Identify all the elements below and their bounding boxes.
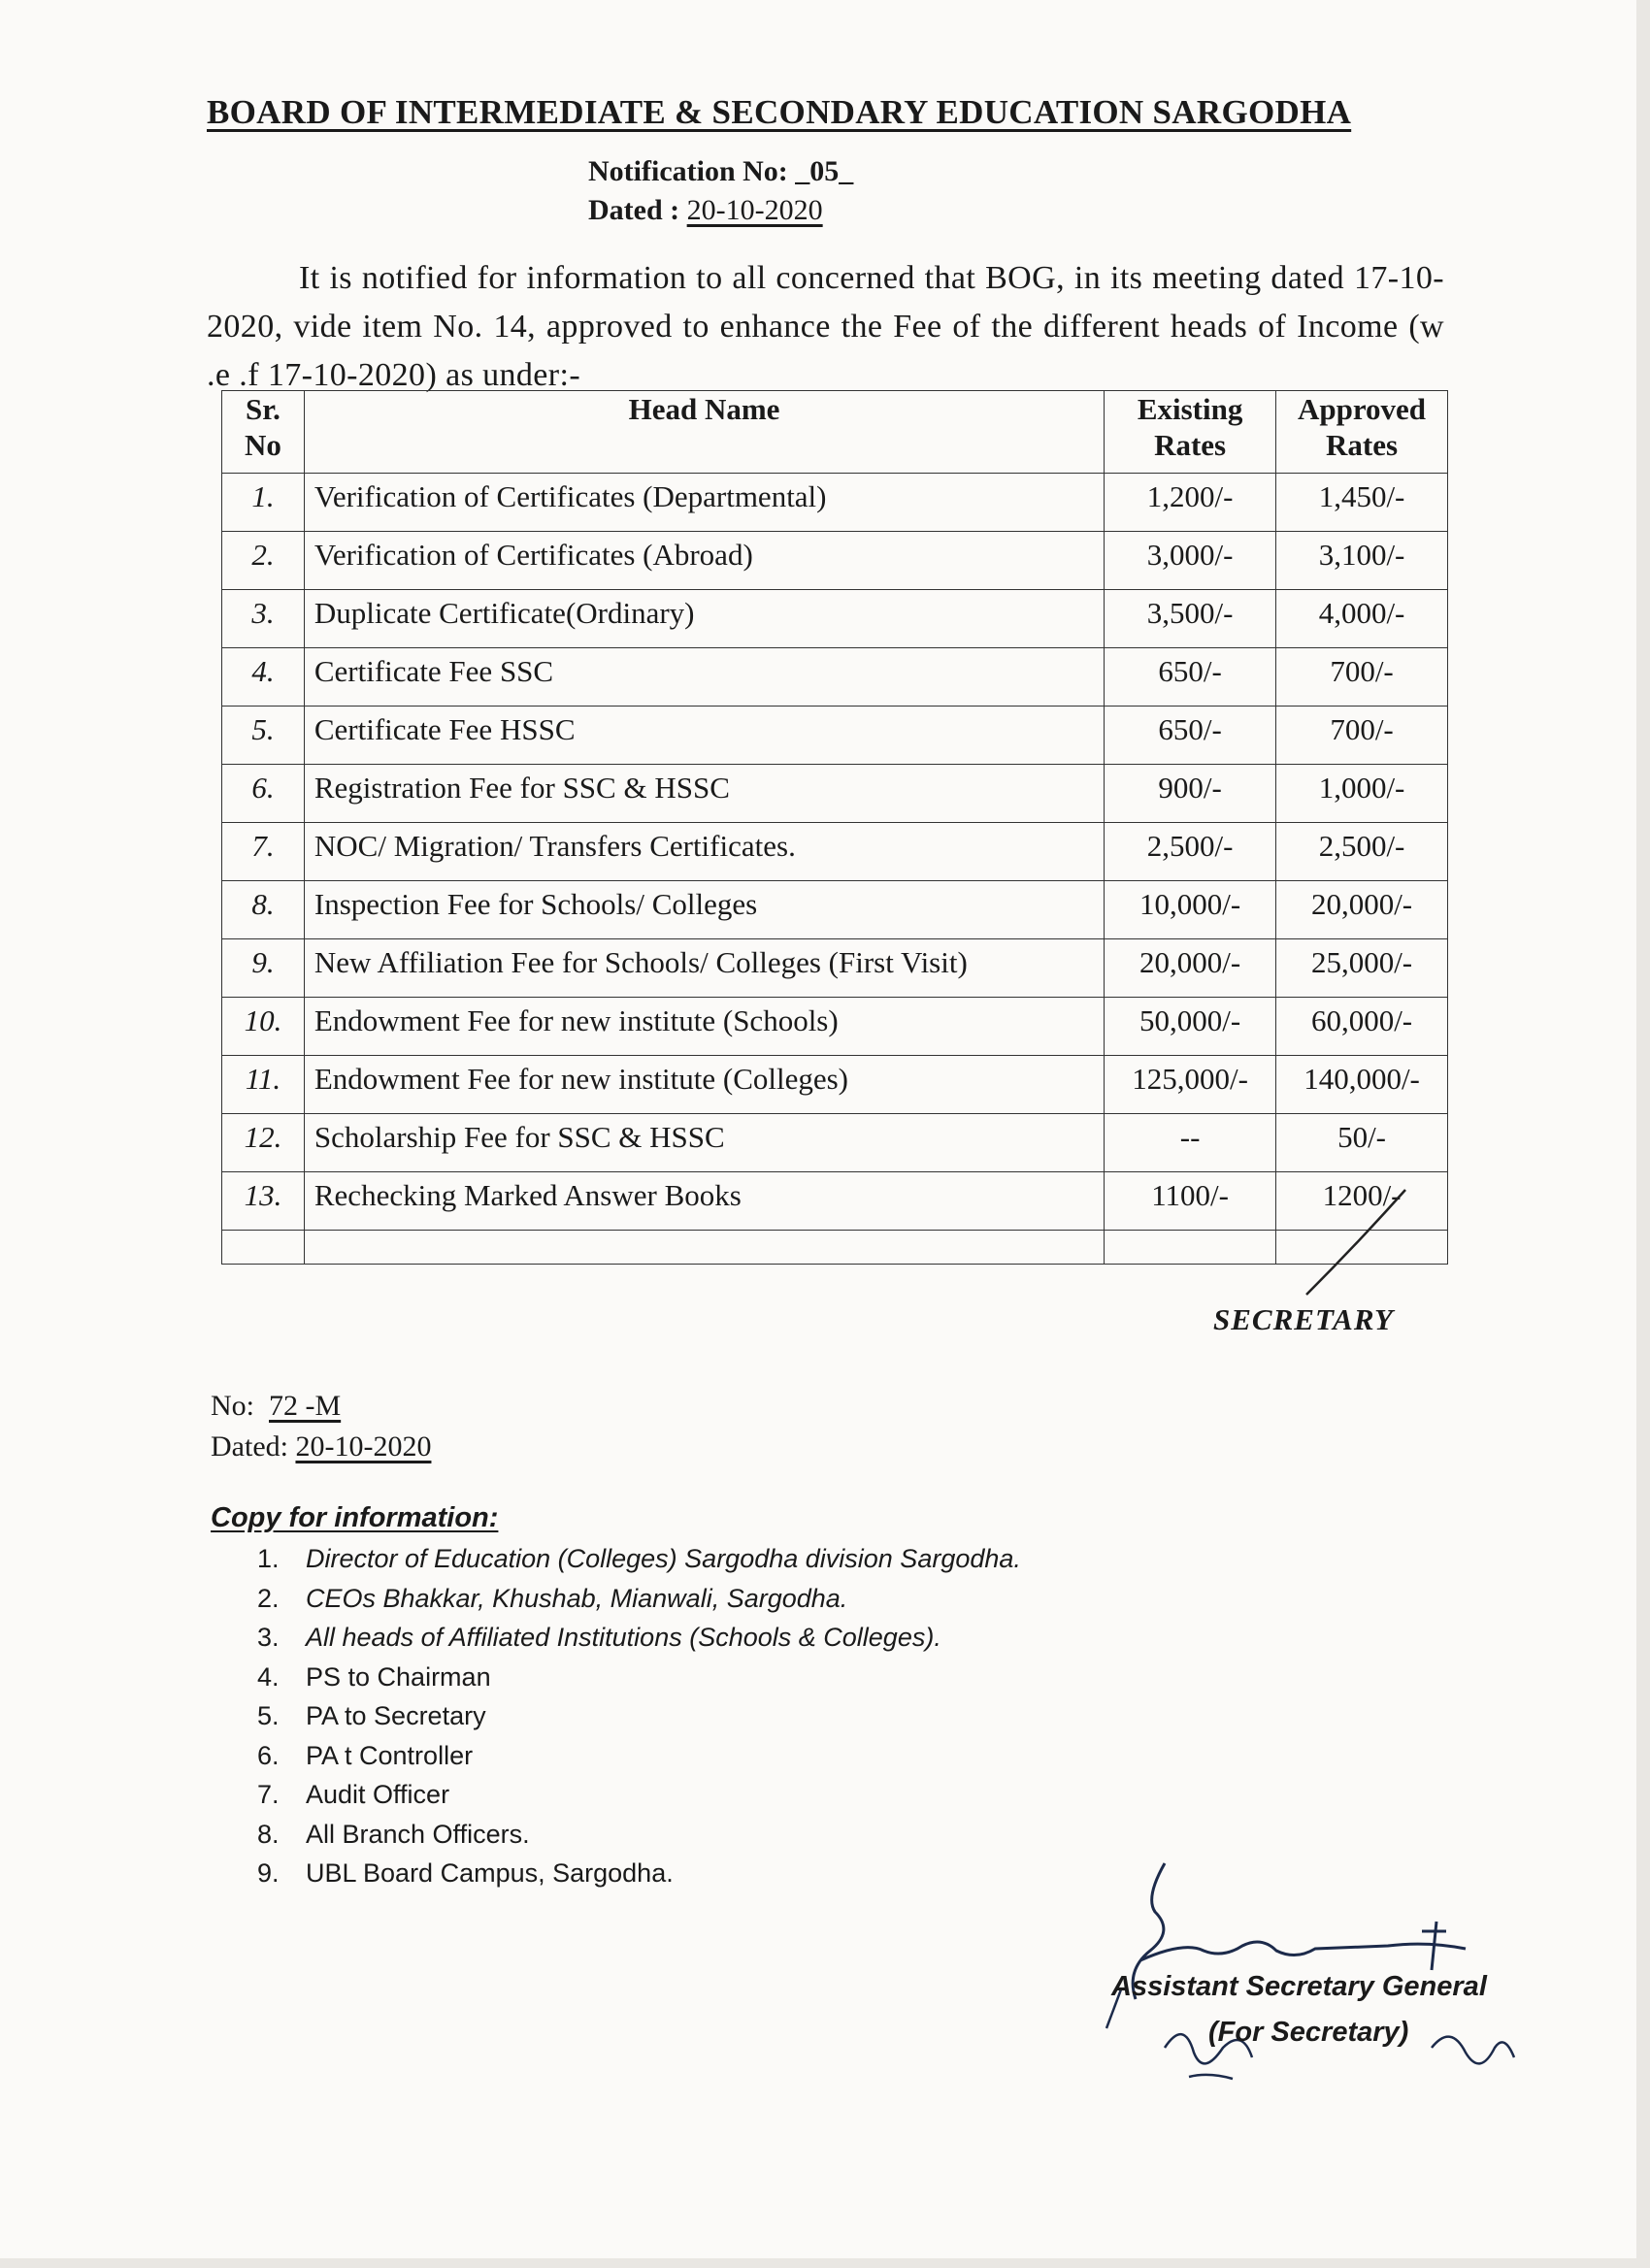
table-row bbox=[222, 532, 1448, 590]
table-row bbox=[222, 765, 1448, 823]
table-row bbox=[222, 1056, 1448, 1114]
cell-approved: 20,000/- bbox=[1276, 881, 1448, 939]
header-sr-no: Sr. No bbox=[222, 391, 305, 474]
cell-head-name: New Affiliation Fee for Schools/ Colleges (First Visit) bbox=[304, 939, 1104, 998]
cell-existing: 50,000/- bbox=[1105, 998, 1276, 1056]
table-row bbox=[222, 707, 1448, 765]
list-item-number: 6. bbox=[257, 1740, 280, 1770]
cell-sr: 1. bbox=[222, 474, 305, 532]
list-item-text: UBL Board Campus, Sargodha. bbox=[306, 1858, 674, 1888]
cell-existing: 1,200/- bbox=[1105, 474, 1276, 532]
list-item-number: 8. bbox=[257, 1819, 280, 1849]
cell-head-name: Verification of Certificates (Abroad) bbox=[304, 532, 1104, 590]
cell-approved: 50/- bbox=[1276, 1114, 1448, 1172]
scan-edge-bottom bbox=[0, 2258, 1650, 2268]
table-row bbox=[222, 939, 1448, 998]
cell-sr: 13. bbox=[222, 1172, 305, 1231]
cell-approved: 1,000/- bbox=[1276, 765, 1448, 823]
list-item-text: All Branch Officers. bbox=[306, 1819, 530, 1849]
list-item-text: Audit Officer bbox=[306, 1780, 450, 1809]
cell-approved: 140,000/- bbox=[1276, 1056, 1448, 1114]
list-item-text: PA to Secretary bbox=[306, 1701, 486, 1730]
fee-table-header bbox=[222, 391, 1448, 474]
board-title: BOARD OF INTERMEDIATE & SECONDARY EDUCATION SARGODHA bbox=[207, 93, 1352, 131]
header-existing-rates: Existing Rates bbox=[1105, 391, 1276, 474]
cell-sr: 8. bbox=[222, 881, 305, 939]
cell-sr: 2. bbox=[222, 532, 305, 590]
spacer-cell bbox=[304, 1231, 1104, 1265]
list-item-text: PA t Controller bbox=[306, 1740, 474, 1770]
cell-approved: 25,000/- bbox=[1276, 939, 1448, 998]
cell-approved: 3,100/- bbox=[1276, 532, 1448, 590]
table-row bbox=[222, 881, 1448, 939]
notification-number bbox=[588, 155, 853, 188]
list-item-number: 7. bbox=[257, 1780, 280, 1809]
cell-existing: 2,500/- bbox=[1105, 823, 1276, 881]
table-row bbox=[222, 590, 1448, 648]
table-row bbox=[222, 823, 1448, 881]
intro-paragraph: It is notified for information to all concerned that BOG, in its meeting dated 17-10-2020, vide item No. 14, approved to enhance the Fee of the different heads of Income (w .e .f 17-10-2020) as under:- bbox=[207, 260, 1444, 393]
list-item-number: 5. bbox=[257, 1701, 280, 1730]
table-row bbox=[222, 648, 1448, 707]
cell-sr: 4. bbox=[222, 648, 305, 707]
list-item-text: Director of Education (Colleges) Sargodha division Sargodha. bbox=[306, 1544, 1021, 1573]
list-item-number: 3. bbox=[257, 1623, 280, 1652]
table-row bbox=[222, 998, 1448, 1056]
table-row bbox=[222, 474, 1448, 532]
cell-sr: 3. bbox=[222, 590, 305, 648]
list-item bbox=[257, 1539, 1021, 1579]
list-item bbox=[257, 1618, 1021, 1658]
cell-sr: 9. bbox=[222, 939, 305, 998]
header-approved-rates: Approved Rates bbox=[1276, 391, 1448, 474]
cell-sr: 6. bbox=[222, 765, 305, 823]
stamp-line-2: (For Secretary) bbox=[1208, 2017, 1409, 2048]
copy-recipient-list bbox=[257, 1539, 1021, 1893]
table-row bbox=[222, 1114, 1448, 1172]
cell-head-name: Scholarship Fee for SSC & HSSC bbox=[304, 1114, 1104, 1172]
reference-number: No: 72 -M bbox=[211, 1390, 342, 1422]
cell-head-name: Inspection Fee for Schools/ Colleges bbox=[304, 881, 1104, 939]
list-item bbox=[257, 1736, 1021, 1776]
cell-approved: 60,000/- bbox=[1276, 998, 1448, 1056]
fee-table-body bbox=[222, 474, 1448, 1265]
list-item bbox=[257, 1775, 1021, 1815]
notification-date-value: 20-10-2020 bbox=[686, 194, 823, 226]
cell-sr: 5. bbox=[222, 707, 305, 765]
cell-existing: 20,000/- bbox=[1105, 939, 1276, 998]
table-bottom-spacer bbox=[222, 1231, 1448, 1265]
list-item-number: 4. bbox=[257, 1661, 280, 1692]
cell-existing: 3,500/- bbox=[1105, 590, 1276, 648]
list-item-number: 9. bbox=[257, 1858, 280, 1888]
list-item-text: CEOs Bhakkar, Khushab, Mianwali, Sargodha. bbox=[306, 1583, 848, 1613]
secretary-signature-mark bbox=[1299, 1186, 1435, 1302]
scan-edge-right bbox=[1636, 0, 1650, 2268]
cell-existing: 3,000/- bbox=[1105, 532, 1276, 590]
reference-date-value: 20-10-2020 bbox=[295, 1430, 432, 1463]
table-row bbox=[222, 1172, 1448, 1231]
cell-approved: 700/- bbox=[1276, 648, 1448, 707]
list-item-text: PS to Chairman bbox=[306, 1661, 491, 1692]
cell-head-name: Rechecking Marked Answer Books bbox=[304, 1172, 1104, 1231]
header-head-name: Head Name bbox=[304, 391, 1104, 474]
stamp-line-1: Assistant Secretary General bbox=[1111, 1971, 1487, 2002]
cell-sr: 7. bbox=[222, 823, 305, 881]
notification-date-label: Dated : bbox=[588, 194, 680, 226]
list-item-number: 2. bbox=[257, 1583, 280, 1613]
cell-head-name: Endowment Fee for new institute (Colleges) bbox=[304, 1056, 1104, 1114]
copy-for-information-title: Copy for information: bbox=[211, 1502, 499, 1533]
cell-existing: -- bbox=[1105, 1114, 1276, 1172]
reference-number-value: 72 -M bbox=[269, 1390, 342, 1422]
cell-head-name: Certificate Fee SSC bbox=[304, 648, 1104, 707]
list-item bbox=[257, 1658, 1021, 1697]
spacer-cell bbox=[222, 1231, 305, 1265]
cell-existing: 900/- bbox=[1105, 765, 1276, 823]
cell-existing: 650/- bbox=[1105, 707, 1276, 765]
notification-value: _05_ bbox=[795, 155, 854, 187]
list-item bbox=[257, 1696, 1021, 1736]
spacer-cell bbox=[1105, 1231, 1276, 1265]
cell-existing: 1100/- bbox=[1105, 1172, 1276, 1231]
cell-head-name: Duplicate Certificate(Ordinary) bbox=[304, 590, 1104, 648]
notification-date bbox=[588, 194, 823, 227]
cell-existing: 125,000/- bbox=[1105, 1056, 1276, 1114]
cell-head-name: Registration Fee for SSC & HSSC bbox=[304, 765, 1104, 823]
list-item-number: 1. bbox=[257, 1544, 280, 1573]
cell-approved: 2,500/- bbox=[1276, 823, 1448, 881]
list-item bbox=[257, 1815, 1021, 1855]
cell-head-name: Endowment Fee for new institute (Schools) bbox=[304, 998, 1104, 1056]
notification-label: Notification No: bbox=[588, 155, 788, 187]
cell-existing: 650/- bbox=[1105, 648, 1276, 707]
list-item-text: All heads of Affiliated Institutions (Schools & Colleges). bbox=[306, 1623, 941, 1652]
cell-approved: 700/- bbox=[1276, 707, 1448, 765]
list-item bbox=[257, 1854, 1021, 1893]
fee-table bbox=[221, 390, 1448, 1265]
cell-sr: 12. bbox=[222, 1114, 305, 1172]
reference-date: Dated: 20-10-2020 bbox=[211, 1430, 432, 1463]
cell-approved: 1200/- bbox=[1276, 1172, 1448, 1231]
cell-head-name: Certificate Fee HSSC bbox=[304, 707, 1104, 765]
cell-approved: 1,450/- bbox=[1276, 474, 1448, 532]
cell-head-name: Verification of Certificates (Departmental) bbox=[304, 474, 1104, 532]
cell-approved: 4,000/- bbox=[1276, 590, 1448, 648]
cell-head-name: NOC/ Migration/ Transfers Certificates. bbox=[304, 823, 1104, 881]
list-item bbox=[257, 1579, 1021, 1619]
secretary-label: SECRETARY bbox=[1213, 1302, 1394, 1336]
cell-existing: 10,000/- bbox=[1105, 881, 1276, 939]
cell-sr: 11. bbox=[222, 1056, 305, 1114]
cell-sr: 10. bbox=[222, 998, 305, 1056]
